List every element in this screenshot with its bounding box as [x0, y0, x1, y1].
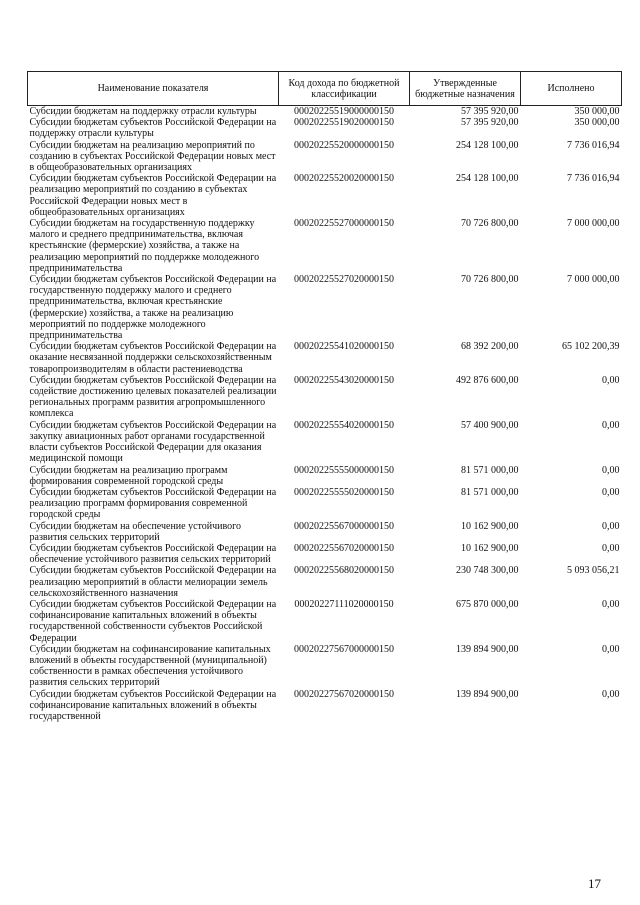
- row-approved: 70 726 800,00: [461, 218, 519, 230]
- row-executed: 0,00: [602, 486, 620, 498]
- table-row: [28, 341, 622, 375]
- column-header-code: Код дохода по бюджетной классификации: [279, 72, 410, 106]
- row-executed: 0,00: [602, 542, 620, 554]
- row-executed: 0,00: [602, 464, 620, 476]
- row-name: Субсидии бюджетам на государственную поддержку малого и среднего предпринимательства, включая крестьянские (фермерские) хозяйства, а также на реализацию мероприятий по поддержке молодежного предпринимательства: [29, 218, 260, 274]
- row-approved: 81 571 000,00: [461, 464, 519, 476]
- row-executed: 7 000 000,00: [567, 218, 620, 230]
- row-code: 00020225519000000150: [294, 106, 394, 117]
- row-approved: 675 870 000,00: [456, 598, 519, 610]
- table-row: [28, 173, 622, 218]
- row-executed: 0,00: [602, 419, 620, 431]
- table-row: [28, 140, 622, 174]
- row-approved: 57 400 900,00: [461, 419, 519, 431]
- row-name: Субсидии бюджетам субъектов Российской Федерации на государственную поддержку малого и среднего предпринимательства, включая крестьянские (фермерские) хозяйства, а также на реализацию мероприятий по поддержке молодежного предпринимательства: [29, 274, 277, 342]
- column-header-approved: Утвержденные бюджетные назначения: [410, 72, 521, 106]
- row-approved: 139 894 900,00: [456, 688, 519, 700]
- table-row: [28, 375, 622, 420]
- row-executed: 350 000,00: [574, 106, 620, 117]
- row-name: Субсидии бюджетам на обеспечение устойчивого развития сельских территорий: [29, 520, 242, 543]
- row-code: 00020225555020000150: [294, 486, 394, 498]
- row-name: Субсидии бюджетам субъектов Российской Федерации на обеспечение устойчивого развития сельских территорий: [29, 542, 277, 566]
- table-row: [28, 644, 622, 689]
- row-approved: 139 894 900,00: [456, 643, 519, 655]
- row-code: 00020227567020000150: [294, 688, 394, 700]
- row-code: 00020227111020000150: [294, 598, 394, 610]
- row-name: Субсидии бюджетам субъектов Российской Федерации на содействие достижению целевых показателей реализации региональных программ развития агропромышленного комплекса: [29, 374, 277, 420]
- row-code: 00020227567000000150: [294, 643, 394, 655]
- row-executed: 350 000,00: [574, 117, 620, 129]
- table-row: [28, 521, 622, 543]
- row-name: Субсидии бюджетам субъектов Российской Федерации на реализацию программ формирования современной городской среды: [29, 486, 277, 521]
- row-executed: 0,00: [602, 688, 620, 700]
- row-approved: 70 726 800,00: [461, 274, 519, 286]
- row-name: Субсидии бюджетам на реализацию мероприятий по созданию в субъектах Российской Федерации новых мест в общеобразовательных организациях: [29, 139, 276, 174]
- row-approved: 57 395 920,00: [461, 106, 519, 117]
- column-header-name: Наименование показателя: [28, 72, 279, 106]
- row-code: 00020225527020000150: [294, 274, 394, 286]
- table-row: [28, 543, 622, 565]
- row-code: 00020225554020000150: [294, 419, 394, 431]
- table-row: [28, 565, 622, 599]
- row-executed: 0,00: [602, 643, 620, 655]
- row-executed: 7 736 016,94: [567, 139, 620, 151]
- row-executed: 5 093 056,21: [567, 565, 620, 577]
- row-code: 00020225567020000150: [294, 542, 394, 554]
- row-name: Субсидии бюджетам субъектов Российской Федерации на оказание несвязанной поддержки сельскохозяйственным товаропроизводителям в области растениеводства: [29, 341, 277, 375]
- table-row: [28, 218, 622, 274]
- row-approved: 10 162 900,00: [461, 520, 519, 532]
- row-name: Субсидии бюджетам субъектов Российской Федерации на закупку авиационных работ органами государственной власти субъектов Российской Федерации для оказания медицинской помощи: [29, 419, 277, 465]
- row-approved: 57 395 920,00: [461, 117, 519, 129]
- budget-table: [27, 71, 622, 722]
- table-row: [28, 487, 622, 521]
- row-name: Субсидии бюджетам субъектов Российской Федерации на софинансирование капитальных вложений в объекты государственной собственности субъектов Российской Федерации: [29, 598, 277, 644]
- table-row: [28, 274, 622, 341]
- table-row: [28, 420, 622, 465]
- row-approved: 492 876 600,00: [456, 374, 519, 386]
- row-code: 00020225527000000150: [294, 218, 394, 230]
- row-code: 00020225541020000150: [294, 341, 394, 353]
- row-code: 00020225568020000150: [294, 565, 394, 577]
- row-name: Субсидии бюджетам на поддержку отрасли культуры: [29, 106, 257, 117]
- row-approved: 254 128 100,00: [456, 173, 519, 185]
- page-number: 17: [588, 876, 601, 891]
- row-name: Субсидии бюджетам субъектов Российской Федерации на софинансирование капитальных вложений в объекты государственной: [29, 688, 277, 722]
- row-code: 00020225567000000150: [294, 520, 394, 532]
- row-name: Субсидии бюджетам субъектов Российской Федерации на поддержку отрасли культуры: [29, 117, 277, 140]
- row-executed: 0,00: [602, 374, 620, 386]
- row-executed: 7 736 016,94: [567, 173, 620, 185]
- row-approved: 81 571 000,00: [461, 486, 519, 498]
- row-code: 00020225555000000150: [294, 464, 394, 476]
- table-row: [28, 106, 622, 118]
- row-executed: 65 102 200,39: [562, 341, 620, 353]
- row-approved: 254 128 100,00: [456, 139, 519, 151]
- row-executed: 0,00: [602, 598, 620, 610]
- row-code: 00020225520000000150: [294, 139, 394, 151]
- row-code: 00020225520020000150: [294, 173, 394, 185]
- row-approved: 10 162 900,00: [461, 542, 519, 554]
- table-row: [28, 689, 622, 723]
- table-row: [28, 599, 622, 644]
- row-executed: 7 000 000,00: [567, 274, 620, 286]
- row-name: Субсидии бюджетам на софинансирование капитальных вложений в объекты государственной (муниципальной) собственности в рамках обеспечения устойчивого развития сельских территорий: [29, 643, 271, 689]
- row-approved: 230 748 300,00: [456, 565, 519, 577]
- column-header-executed: Исполнено: [521, 72, 622, 106]
- row-name: Субсидии бюджетам на реализацию программ формирования современной городской среды: [29, 464, 228, 487]
- row-executed: 0,00: [602, 520, 620, 532]
- row-name: Субсидии бюджетам субъектов Российской Федерации на реализацию мероприятий по созданию в субъектах Российской Федерации новых мест в общеобразовательных организациях: [29, 173, 277, 218]
- table-row: [28, 465, 622, 487]
- row-code: 00020225543020000150: [294, 374, 394, 386]
- table-header-row: [28, 72, 622, 106]
- row-code: 00020225519020000150: [294, 117, 394, 129]
- row-approved: 68 392 200,00: [461, 341, 519, 353]
- table-row: [28, 117, 622, 139]
- row-name: Субсидии бюджетам субъектов Российской Федерации на реализацию мероприятий в области мелиорации земель сельскохозяйственного назначения: [29, 565, 277, 599]
